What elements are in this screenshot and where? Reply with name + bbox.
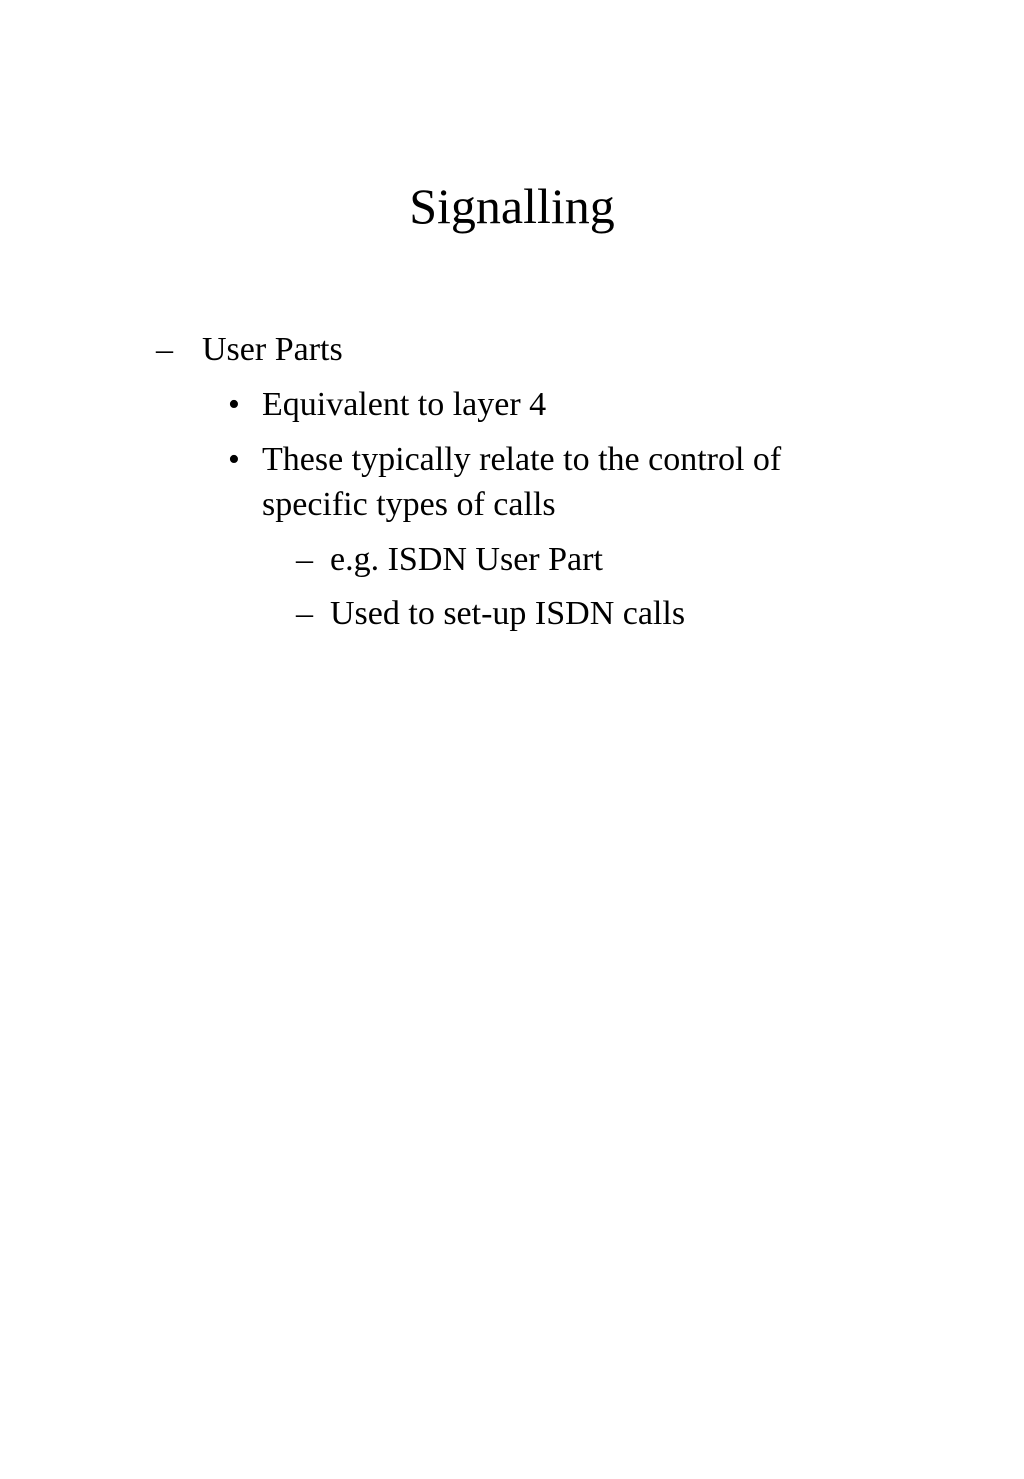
bullet-isdn-calls: Used to set-up ISDN calls	[330, 595, 686, 632]
bullet-isdn-user-part: e.g. ISDN User Part	[330, 541, 603, 578]
bullet-user-parts: User Parts	[202, 331, 343, 368]
bullet-control-calls-line1: These typically relate to the control of	[262, 441, 782, 478]
dash-marker: –	[296, 541, 313, 578]
bullet-equivalent-layer: Equivalent to layer 4	[262, 386, 547, 423]
dash-marker: –	[296, 595, 313, 632]
bullet-control-calls-line2: specific types of calls	[262, 486, 556, 523]
bullet-marker: •	[228, 441, 240, 478]
slide-title: Signalling	[409, 178, 615, 234]
bullet-marker: •	[228, 386, 240, 423]
dash-marker: –	[156, 331, 173, 368]
